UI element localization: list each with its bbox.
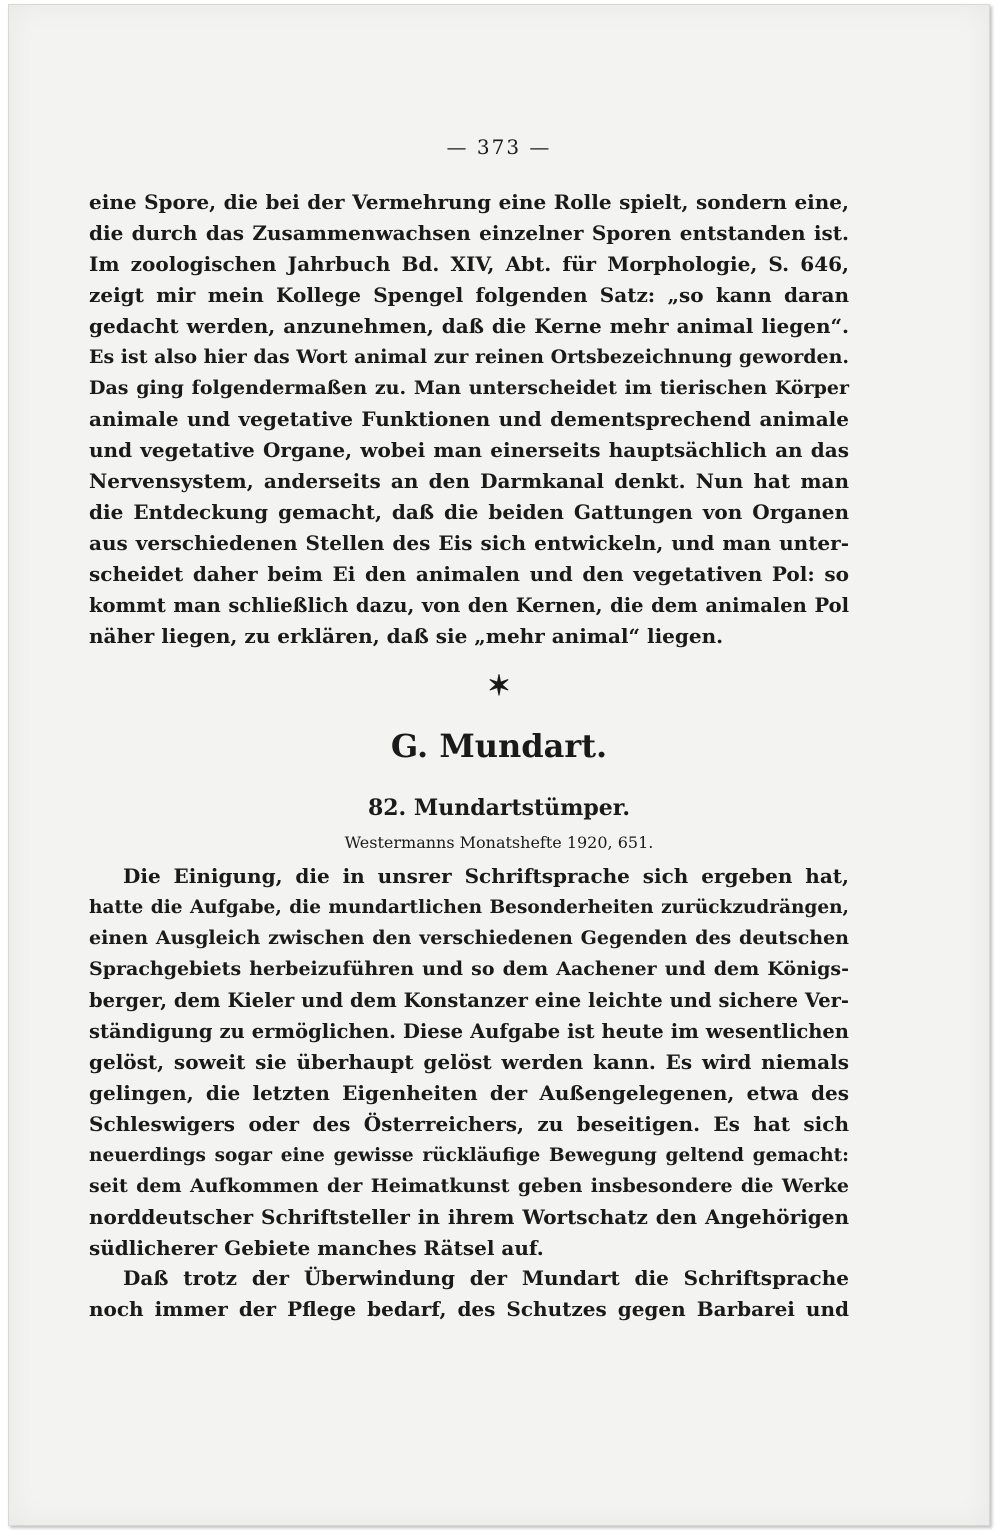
text-line: Die Einigung, die in unsrer Schriftsprache sich ergeben hat, xyxy=(123,864,849,888)
text-line: kommt man schließlich dazu, von den Kernen, die dem animalen Pol xyxy=(89,594,849,617)
page-number: — 373 — xyxy=(446,135,552,159)
text-line: neuerdings sogar eine gewisse rückläufige Bewegung geltend gemacht: xyxy=(89,1145,849,1166)
text-line: noch immer der Pflege bedarf, des Schutzes gegen Barbarei und xyxy=(89,1297,849,1321)
text-line: ständigung zu ermöglichen. Diese Aufgabe ist heute im wesentlichen xyxy=(89,1020,849,1043)
text-line: südlicherer Gebiete manches Rätsel auf. xyxy=(89,1236,544,1260)
paragraph-3 xyxy=(89,1263,849,1325)
text-line: gelingen, die letzten Eigenheiten der Außengelegenen, etwa des xyxy=(89,1081,849,1105)
text-line: scheidet daher beim Ei den animalen und den vegetativen Pol: so xyxy=(89,562,849,586)
paragraph-2 xyxy=(89,861,849,1264)
text-line: die durch das Zusammenwachsen einzelner Sporen entstanden ist. xyxy=(89,221,849,245)
text-line: näher liegen, zu erklären, daß sie „mehr animal“ liegen. xyxy=(89,624,724,648)
book-page xyxy=(8,4,990,1526)
text-line: und vegetative Organe, wobei man einerseits hauptsächlich an das xyxy=(89,438,849,462)
paragraph-1 xyxy=(89,187,849,652)
text-line: Das ging folgendermaßen zu. Man unterscheidet im tierischen Körper xyxy=(89,377,849,399)
text-line: gedacht werden, anzunehmen, daß die Kerne mehr animal liegen“. xyxy=(89,314,849,338)
text-line: eine Spore, die bei der Vermehrung eine Rolle spielt, sondern eine, xyxy=(89,190,849,214)
text-line: Schleswigers oder des Österreichers, zu beseitigen. Es hat sich xyxy=(89,1112,849,1136)
separator-star: ✶ xyxy=(487,669,511,702)
text-line: einen Ausgleich zwischen den verschiedenen Gegenden des deutschen xyxy=(89,927,849,949)
text-line: berger, dem Kieler und dem Konstanzer eine leichte und sichere Ver- xyxy=(89,989,849,1012)
text-line: seit dem Aufkommen der Heimatkunst geben insbesondere die Werke xyxy=(89,1175,849,1197)
subsection-heading: 82. Mundartstümper. xyxy=(367,795,631,821)
text-line: gelöst, soweit sie überhaupt gelöst werden kann. Es wird niemals xyxy=(89,1050,849,1074)
text-line: norddeutscher Schriftsteller in ihrem Wortschatz den Angehörigen xyxy=(89,1205,849,1229)
section-heading: G. Mundart. xyxy=(390,727,608,765)
text-line: hatte die Aufgabe, die mundartlichen Besonderheiten zurückzudrängen, xyxy=(89,897,849,918)
text-line: die Entdeckung gemacht, daß die beiden Gattungen von Organen xyxy=(89,500,849,524)
text-line: aus verschiedenen Stellen des Eis sich entwickeln, und man unter- xyxy=(89,531,849,555)
text-line: Im zoologischen Jahrbuch Bd. XIV, Abt. für Morphologie, S. 646, xyxy=(89,252,849,276)
text-line: Nervensystem, anderseits an den Darmkanal denkt. Nun hat man xyxy=(89,469,849,493)
text-line: zeigt mir mein Kollege Spengel folgenden Satz: „so kann daran xyxy=(89,283,849,307)
text-line: Sprachgebiets herbeizuführen und so dem Aachener und dem Königs- xyxy=(89,958,849,980)
text-line: Daß trotz der Überwindung der Mundart die Schriftsprache xyxy=(123,1266,849,1290)
source-citation: Westermanns Monatshefte 1920, 651. xyxy=(344,833,654,852)
text-line: animale und vegetative Funktionen und dementsprechend animale xyxy=(89,407,849,431)
text-line: Es ist also hier das Wort animal zur reinen Ortsbezeichnung geworden. xyxy=(89,346,850,368)
